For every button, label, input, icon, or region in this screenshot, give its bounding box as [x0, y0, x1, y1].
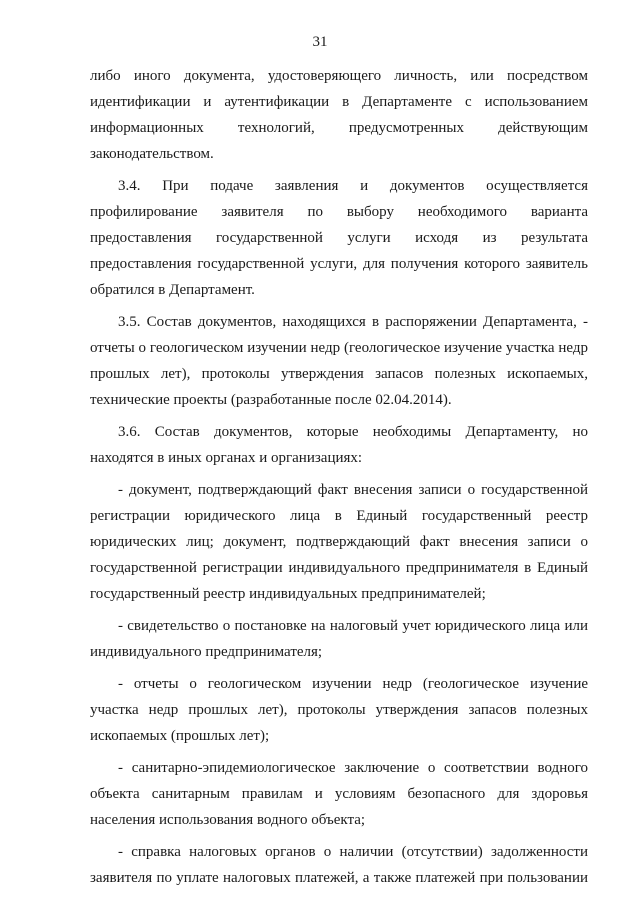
list-item-tax-certificate: - свидетельство о постановке на налоговый учет юридического лица или индивидуального предпринимателя;: [90, 618, 588, 660]
list-item-geology-reports: - отчеты о геологическом изучении недр (геологическое изучение участка недр прошлых лет), протоколы утверждения запасов полезных ископаемых (прошлых лет);: [90, 676, 588, 744]
document-body: [90, 63, 588, 891]
page-number: 31: [312, 34, 328, 50]
paragraph-continuation: либо иного документа, удостоверяющего личность, или посредством идентификации и аутентификации в Департаменте с использованием информационных технологий, предусмотренных действующим законодательством.: [90, 68, 588, 162]
paragraph-3-4: 3.4. При подаче заявления и документов осуществляется профилирование заявителя по выбору необходимого варианта предоставления государственной услуги исходя из результата предоставления государственной услуги, для получения которого заявитель обратился в Департамент.: [90, 178, 588, 298]
paragraph-3-6: 3.6. Состав документов, которые необходимы Департаменту, но находятся в иных органах и организациях:: [90, 424, 588, 466]
list-item-tax-debt-statement: - справка налоговых органов о наличии (отсутствии) задолженности заявителя по уплате налоговых платежей, а также платежей при пользовании: [90, 844, 588, 886]
list-item-registry-document: - документ, подтверждающий факт внесения записи о государственной регистрации юридического лица в Единый государственный реестр юридических лиц; документ, подтверждающий факт внесения записи о государственной регистрации индивидуального предпринимателя в Единый государственный реестр индивидуальных предпринимателей;: [90, 482, 588, 602]
list-item-sanitary-conclusion: - санитарно-эпидемиологическое заключение о соответствии водного объекта санитарным правилам и условиям безопасного для здоровья населения использования водного объекта;: [90, 760, 588, 828]
paragraph-3-5: 3.5. Состав документов, находящихся в распоряжении Департамента, - отчеты о геологическом изучении недр (геологическое изучение участка недр прошлых лет), протоколы утверждения запасов полезных ископаемых, технические проекты (разработанные после 02.04.2014).: [90, 314, 588, 408]
